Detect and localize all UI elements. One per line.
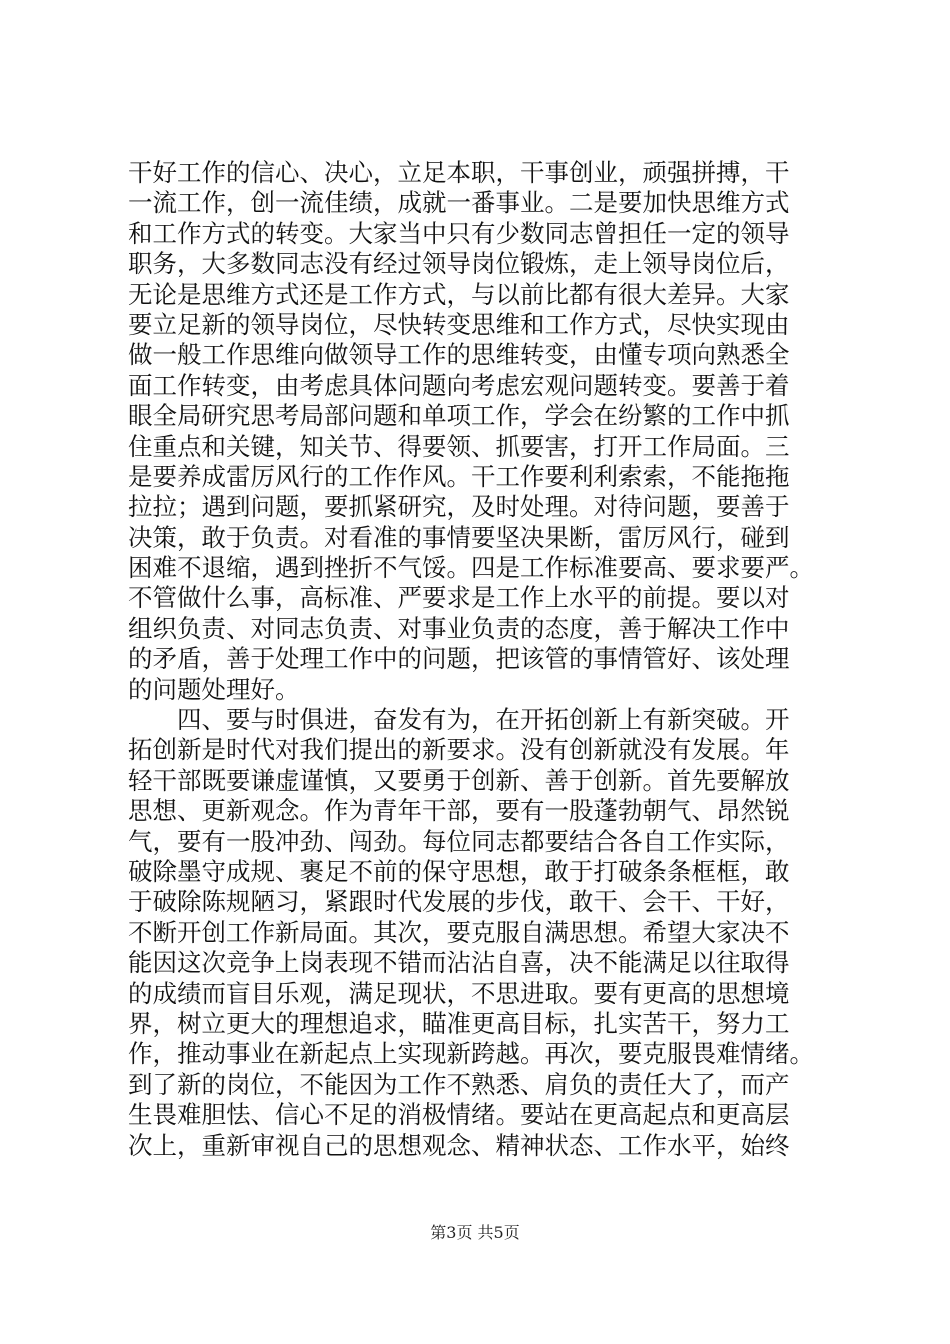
text-line: 一流工作，创一流佳绩，成就一番事业。二是要加快思维方式 [128, 188, 790, 218]
text-line: 气，要有一股冲劲、闯劲。每位同志都要结合各自工作实际， [128, 826, 790, 856]
text-line: 于破除陈规陋习，紧跟时代发展的步伐，敢干、会干、干好， [128, 887, 790, 917]
body-text [128, 158, 828, 1161]
text-line: 困难不退缩，遇到挫折不气馁。四是工作标准要高、要求要严。 [128, 553, 814, 583]
text-line: 界，树立更大的理想追求，瞄准更高目标，扎实苦干，努力工 [128, 1008, 790, 1038]
text-line: 的矛盾，善于处理工作中的问题，把该管的事情管好、该处理 [128, 644, 790, 674]
page-footer [0, 1223, 950, 1243]
text-line: 能因这次竞争上岗表现不错而沾沾自喜，决不能满足以往取得 [128, 948, 790, 978]
text-line: 生畏难胆怯、信心不足的消极情绪。要站在更高起点和更高层 [128, 1100, 790, 1130]
text-line: 面工作转变，由考虑具体问题向考虑宏观问题转变。要善于着 [128, 370, 790, 400]
text-line: 的问题处理好。 [128, 674, 300, 704]
text-line: 是要养成雷厉风行的工作作风。干工作要利利索索，不能拖拖 [128, 461, 790, 491]
text-line: 到了新的岗位，不能因为工作不熟悉、肩负的责任大了，而产 [128, 1069, 790, 1099]
text-line: 无论是思维方式还是工作方式，与以前比都有很大差异。大家 [128, 279, 790, 309]
text-line: 拓创新是时代对我们提出的新要求。没有创新就没有发展。年 [128, 735, 790, 765]
text-line: 不断开创工作新局面。其次，要克服自满思想。希望大家决不 [128, 917, 790, 947]
text-line: 破除墨守成规、裹足不前的保守思想，敢于打破条条框框，敢 [128, 856, 790, 886]
page-number-label: 第3页 共5页 [430, 1223, 520, 1242]
text-line: 职务，大多数同志没有经过领导岗位锻炼，走上领导岗位后， [128, 249, 790, 279]
text-line: 的成绩而盲目乐观，满足现状，不思进取。要有更高的思想境 [128, 978, 790, 1008]
text-line: 眼全局研究思考局部问题和单项工作，学会在纷繁的工作中抓 [128, 401, 790, 431]
text-line: 住重点和关键，知关节、得要领、抓要害，打开工作局面。三 [128, 431, 790, 461]
text-line: 拉拉；遇到问题，要抓紧研究，及时处理。对待问题，要善于 [128, 492, 790, 522]
text-line: 干好工作的信心、决心，立足本职，干事创业，顽强拼搏，干 [128, 158, 790, 187]
text-line: 思想、更新观念。作为青年干部，要有一股蓬勃朝气、昂然锐 [128, 796, 790, 826]
text-line: 组织负责、对同志负责、对事业负责的态度，善于解决工作中 [128, 613, 790, 643]
text-line: 次上，重新审视自己的思想观念、精神状态、工作水平，始终 [128, 1130, 790, 1160]
text-line: 决策，敢于负责。对看准的事情要坚决果断，雷厉风行，碰到 [128, 522, 790, 552]
text-line: 要立足新的领导岗位，尽快转变思维和工作方式，尽快实现由 [128, 309, 790, 339]
text-line: 不管做什么事，高标准、严要求是工作上水平的前提。要以对 [128, 583, 790, 613]
text-line: 做一般工作思维向做领导工作的思维转变，由懂专项向熟悉全 [128, 340, 790, 370]
text-line: 四、要与时俱进，奋发有为，在开拓创新上有新突破。开 [128, 705, 790, 735]
text-line: 作，推动事业在新起点上实现新跨越。再次，要克服畏难情绪。 [128, 1039, 814, 1069]
text-line: 和工作方式的转变。大家当中只有少数同志曾担任一定的领导 [128, 218, 790, 248]
text-line: 轻干部既要谦虚谨慎，又要勇于创新、善于创新。首先要解放 [128, 765, 790, 795]
